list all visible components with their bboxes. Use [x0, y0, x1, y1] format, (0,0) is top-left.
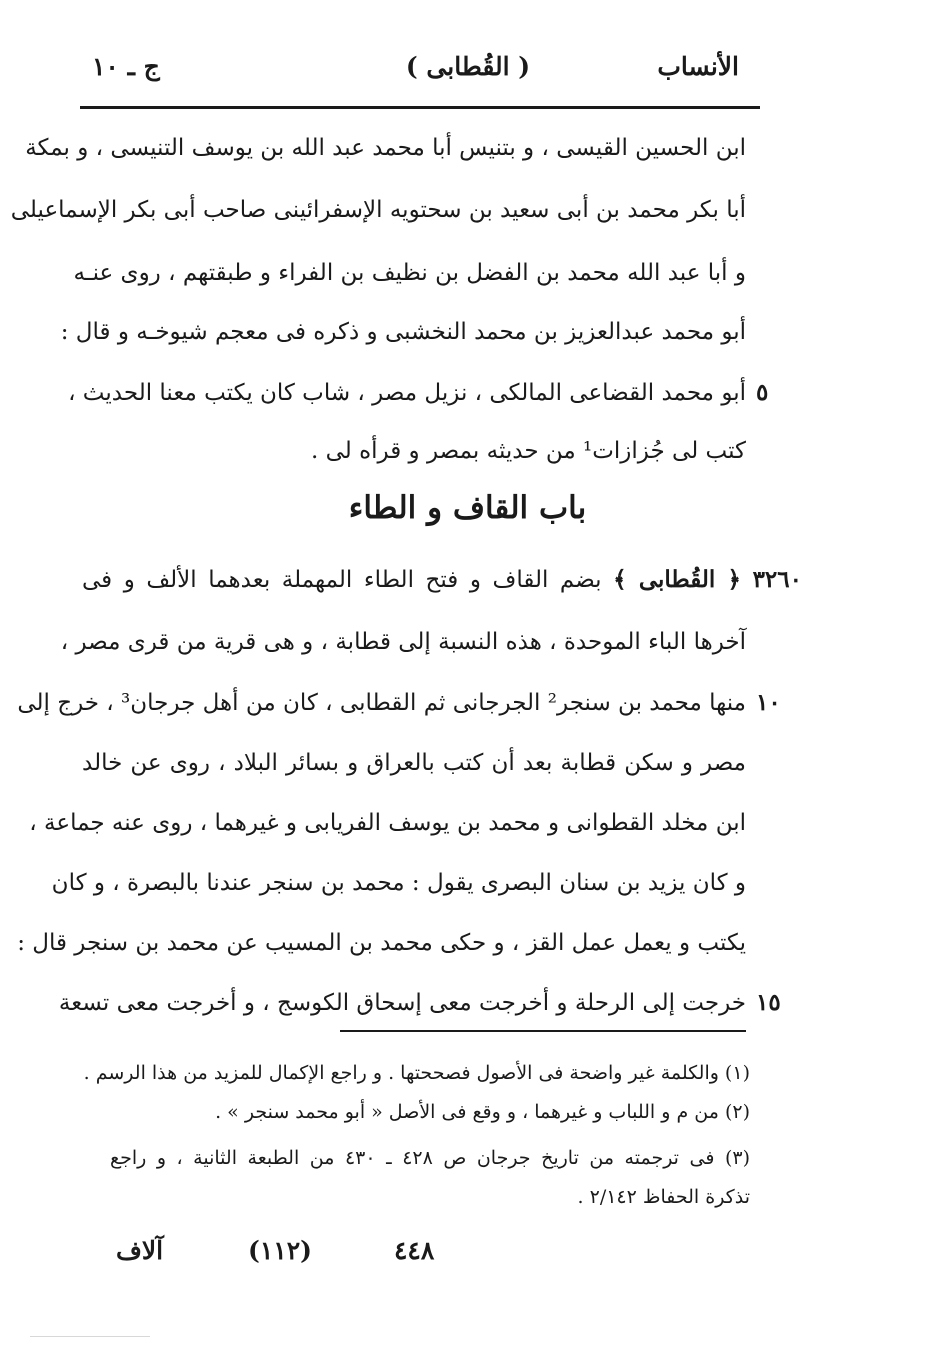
text-line: ابن مخلد القطوانى و محمد بن يوسف الفريابى و غيرهما ، روى عنه جماعة ،	[29, 810, 746, 836]
header-book-name: الأنساب	[657, 52, 739, 81]
entry-first-line	[82, 563, 802, 597]
footnote-rule	[340, 1030, 746, 1032]
text-line: آخرها الباء الموحدة ، هذه النسبة إلى قطابة ، و هى قرية من قرى مصر ،	[60, 629, 746, 655]
line-number: ١٠	[756, 689, 781, 716]
line-number: ١٥	[756, 989, 781, 1016]
text-line: و أبا عبد الله محمد بن الفضل بن نظيف بن الفراء و طبقتهم ، روى عنـه	[73, 260, 746, 286]
text-line: خرجت إلى الرحلة و أخرجت معى إسحاق الكوسج ، و أخرجت معى تسعة	[58, 990, 746, 1016]
footnote: (٢) من م و اللباب و غيرهما ، و وقع فى الأصل « أبو محمد سنجر » .	[215, 1101, 750, 1123]
footer-signature: (١١٢)	[248, 1236, 312, 1265]
footnote: تذكرة الحفاظ ٢/١٤٢ .	[577, 1186, 750, 1208]
header-rule	[80, 106, 760, 109]
text-line: ابن الحسين القيسى ، و بتنيس أبا محمد عبد الله بن يوسف التنيسى ، و بمكة	[25, 135, 746, 161]
text-line: أبو محمد عبدالعزيز بن محمد النخشبى و ذكره فى معجم شيوخـه و قال :	[60, 319, 746, 345]
footer-page-number: ٤٤٨	[394, 1236, 435, 1265]
entry-first-line-text: بضم القاف و فتح الطاء المهملة بعدهما الألف و فى	[82, 567, 602, 593]
text-line: منها محمد بن سنجر² الجرجانى ثم القطابى ، كان من أهل جرجان³ ، خرج إلى	[17, 690, 746, 716]
section-heading: باب القاف و الطاء	[348, 490, 587, 526]
footnote: (٣) فى ترجمته من تاريخ جرجان ص ٤٢٨ ـ ٤٣٠ من الطبعة الثانية ، و راجع	[110, 1147, 750, 1169]
footer-print-note: آلاف	[116, 1236, 164, 1265]
text-line: و كان يزيد بن سنان البصرى يقول : محمد بن سنجر عندنا بالبصرة ، و كان	[51, 870, 746, 896]
entry-number: ٣٢٦٠	[752, 566, 802, 593]
text-line: مصر و سكن قطابة بعد أن كتب بالعراق و بسائر البلاد ، روى عن خالد	[82, 750, 746, 776]
scan-artifact	[30, 1336, 150, 1337]
entry-term: ﴿ القُطابى ﴾	[613, 566, 742, 593]
text-line: أبا بكر محمد بن أبى سعيد بن سحتويه الإسفرائينى صاحب أبى بكر الإسماعيلى	[10, 197, 746, 223]
header-title: ( القُطابى )	[405, 52, 531, 81]
line-number: ٥	[756, 379, 769, 406]
text-line: كتب لى جُزازات¹ من حديثه بمصر و قرأه لى .	[311, 438, 746, 464]
text-line: أبو محمد القضاعى المالكى ، نزيل مصر ، شاب كان يكتب معنا الحديث ،	[68, 380, 746, 406]
header-volume: ج ـ ١٠	[92, 52, 160, 81]
text-line: يكتب و يعمل عمل القز ، و حكى محمد بن المسيب عن محمد بن سنجر قال :	[17, 930, 746, 956]
footnote: (١) والكلمة غير واضحة فى الأصول فصححتها . و راجع الإكمال للمزيد من هذا الرسم .	[83, 1062, 750, 1084]
